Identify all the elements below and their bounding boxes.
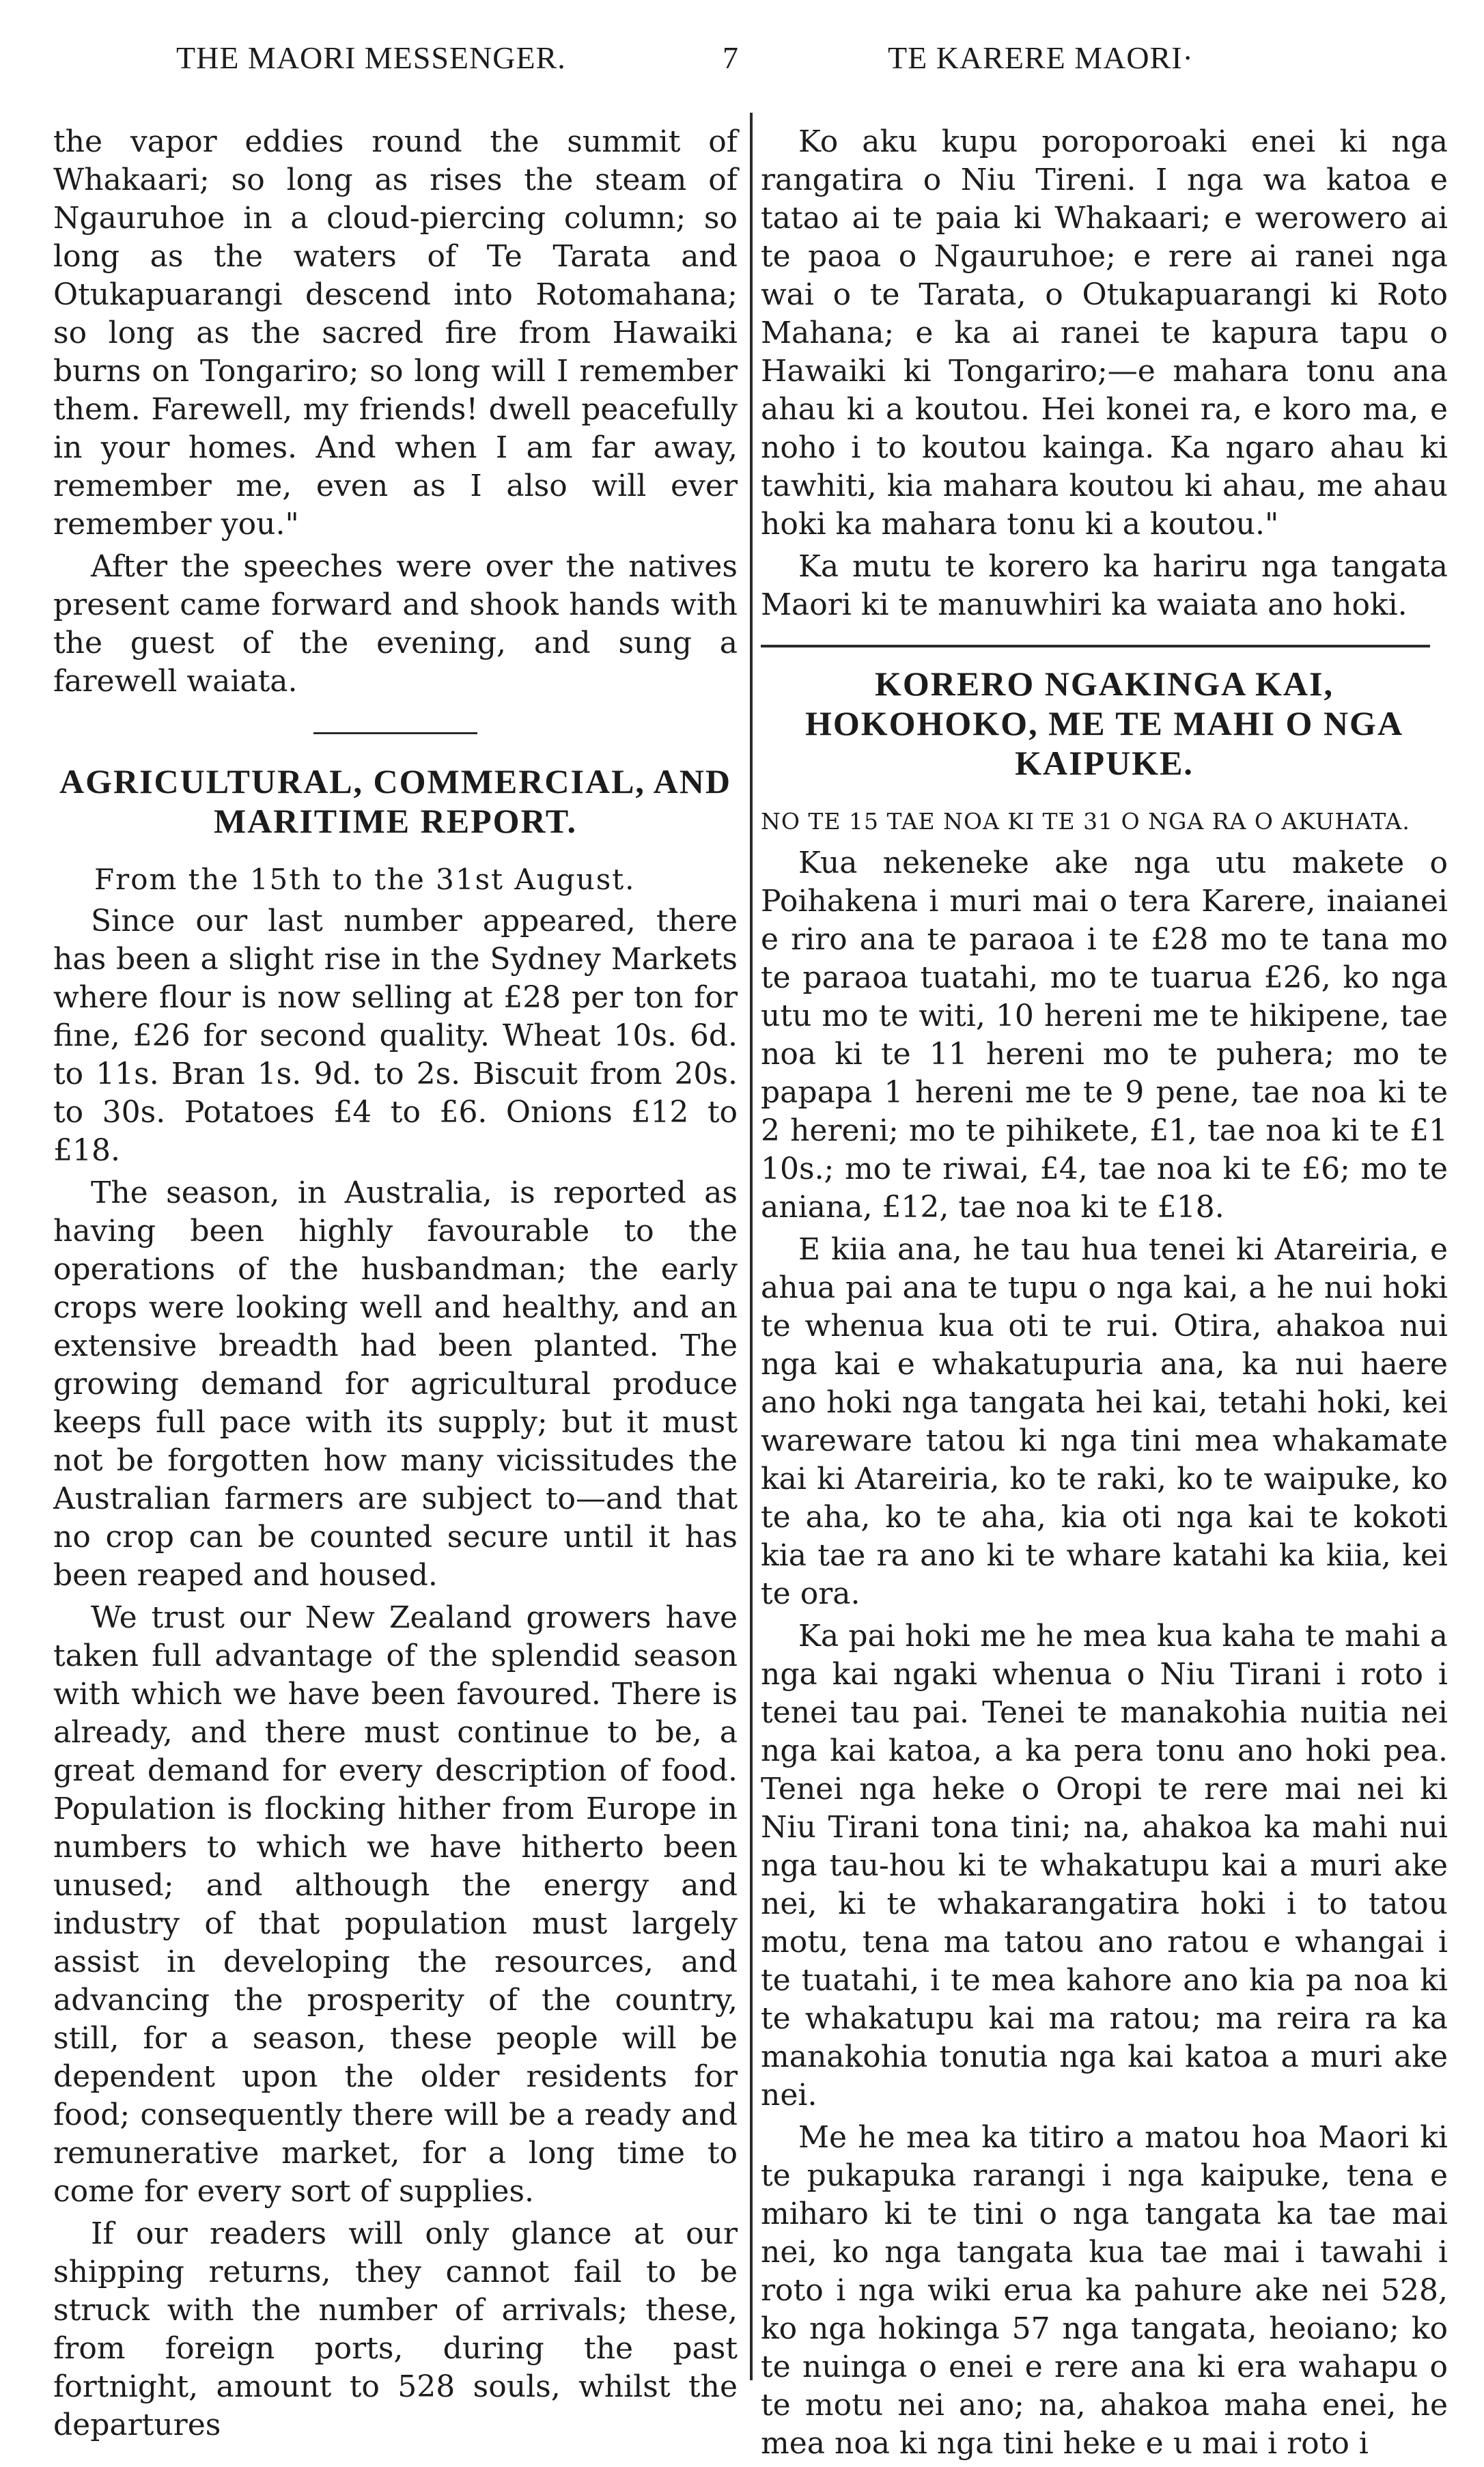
market-prices-paragraph: Since our last number appeared, there has been a slight rise in the Sydney Markets where flour is now selling at £28 per ton for fine, £26 for second quality. Wheat 10s. 6d. to 11s. Bran 1s. 9d. to 2s. Biscuit from 20s. to 30s. Potatoes £4 to £6. Onions £12 to £18.	[53, 904, 738, 1168]
hariru-paragraph: Ka mutu te korero ka hariru nga tangata Maori ki te manuwhiri ka waiata ano hoki.	[761, 549, 1448, 622]
poroporoaki-paragraph: Ko aku kupu poroporoaki enei ki nga rangatira o Niu Tireni. I nga wa katoa e tatao ai te paia ki Whakaari; e werowero ai te paoa o Ngauruhoe; e rere ai ranei nga wai o te Tarata, o Otukapuarangi ki Roto Mahana; e ka ai ranei te kapura tapu o Hawaiki ki Tongariro;—e mahara tonu ana ahau ki a koutou. Hei konei ra, e koro ma, e noho i to koutou kainga. Ka ngaro ahau ki tawhiti, kia mahara koutou ki ahau, me ahau hoki ka mahara tonu ki a koutou."	[761, 124, 1448, 542]
english-column	[53, 123, 738, 2449]
page-number: 7	[723, 40, 739, 75]
section-rule	[313, 732, 477, 734]
report-date-range: From the 15th to the 31st August.	[94, 863, 636, 896]
utu-makete-paragraph: Kua nekeneke ake nga utu makete o Poihakena i muri mai o tera Karere, inaianei e riro ana te paraoa i te £28 mo te tana mo te paraoa tuatahi, mo te tuarua £26, ko nga utu mo te witi, 10 hereni me te hikipene, tae noa ki te 11 hereni mo te puhera; mo te papapa 1 hereni me te 9 pene, tae noa ki te 2 hereni; mo te pihikete, £1, tae noa ki te £1 10s.; mo te riwai, £4, tae noa ki te £6; mo te aniana, £12, tae noa ki te £18.	[761, 846, 1448, 1225]
handshake-paragraph: After the speeches were over the natives present came forward and shook hands with the guest of the evening, and sung a farewell waiata.	[53, 549, 738, 699]
masthead-english: THE MAORI MESSENGER.	[176, 40, 566, 75]
page-header	[0, 40, 1484, 94]
korero-date-range: NO TE 15 TAE NOA KI TE 31 O NGA RA O AKUHATA.	[761, 808, 1410, 835]
korero-heading: KORERO NGAKINGA KAI, HOKOHOKO, ME TE MAHI O NGA KAIPUKE.	[804, 665, 1404, 782]
kaipuke-paragraph: Me he mea ka titiro a matou hoa Maori ki te pukapuka rarangi i nga kaipuke, tena e miharo ki te tini o nga tangata ka tae mai nei, ko nga tangata kua tae mai i tawahi i roto i nga wiki erua ka pahure ake nei 528, ko nga hokinga 57 nga tangata, heoiano; ko te nuinga o enei e rere ana ki era wahapu o te motu nei ano; na, ahakoa maha enei, he mea noa ki nga tini heke e u mai i roto i	[761, 2120, 1448, 2461]
masthead-maori: TE KARERE MAORI·	[888, 40, 1194, 75]
report-heading: AGRICULTURAL, COMMERCIAL, AND MARITIME REPORT.	[59, 762, 731, 840]
atareiria-paragraph: E kiia ana, he tau hua tenei ki Atareiria, e ahua pai ana te tupu o nga kai, a he nui hoki te whenua kua oti te rui. Otira, ahakoa nui nga kai e whakatupuria ana, ka nui haere ano hoki nga tangata hei kai, tetahi hoki, kei wareware tatou ki nga tini mea whakamate kai ki Atareiria, ko te raki, ko te waipuke, ko te aha, ko te aha, kia oti nga kai te kokoti kia tae ra ano ki te whare katahi ka kiia, kei te ora.	[761, 1232, 1448, 1611]
maori-column	[761, 123, 1448, 2467]
australia-season-paragraph: The season, in Australia, is reported as having been highly favourable to the operations of the husbandman; the early crops were looking well and healthy, and an extensive breadth had been planted. The growing demand for agricultural produce keeps full pace with its supply; but it must not be forgotten how many vicissitudes the Australian farmers are subject to—and that no crop can be counted secure until it has been reaped and housed.	[53, 1175, 738, 1593]
farewell-speech-end: the vapor eddies round the summit of Whakaari; so long as rises the steam of Ngauruhoe in a cloud-piercing column; so long as the waters of Te Tarata and Otukapuarangi descend into Rotomahana; so long as the sacred fire from Hawaiki burns on Tongariro; so long will I remember them. Farewell, my friends! dwell peacefully in your homes. And when I am far away, remember me, even as I also will ever remember you."	[53, 124, 738, 542]
shipping-returns-paragraph: If our readers will only glance at our shipping returns, they cannot fail to be struck with the number of arrivals; these, from foreign ports, during the past fortnight, amount to 528 souls, whilst the departures	[53, 2216, 738, 2442]
nz-growers-paragraph: We trust our New Zealand growers have taken full advantage of the splendid season with which we have been favoured. There is already, and there must continue to be, a great demand for every description of food. Population is flocking hither from Europe in numbers to which we have hitherto been unused; and although the energy and industry of that population must largely assist in developing the resources, and advancing the prosperity of the country, still, for a season, these people will be dependent upon the older residents for food; consequently there will be a ready and remunerative market, for a long time to come for every sort of supplies.	[53, 1600, 738, 2209]
section-rule	[761, 645, 1430, 647]
niu-tirani-paragraph: Ka pai hoki me he mea kua kaha te mahi a nga kai ngaki whenua o Niu Tirani i roto i tenei tau pai. Tenei te manakohia nuitia nei nga kai katoa, a ka pera tonu ano hoki pea. Tenei nga heke o Oropi te rere mai nei ki Niu Tirani tona tini; na, ahakoa ka mahi nui nga tau-hou ki te whakatupu kai a muri ake nei, ki te whakarangatira hoki i to tatou motu, tena ma tatou ano ratou e whangai i te tuatahi, i te mea kahore ano kia pa noa ki te whakatupu kai ma ratou; ma reira ra ka manakohia tonutia nga kai katoa a muri ake nei.	[761, 1619, 1448, 2113]
column-divider	[750, 113, 753, 2380]
